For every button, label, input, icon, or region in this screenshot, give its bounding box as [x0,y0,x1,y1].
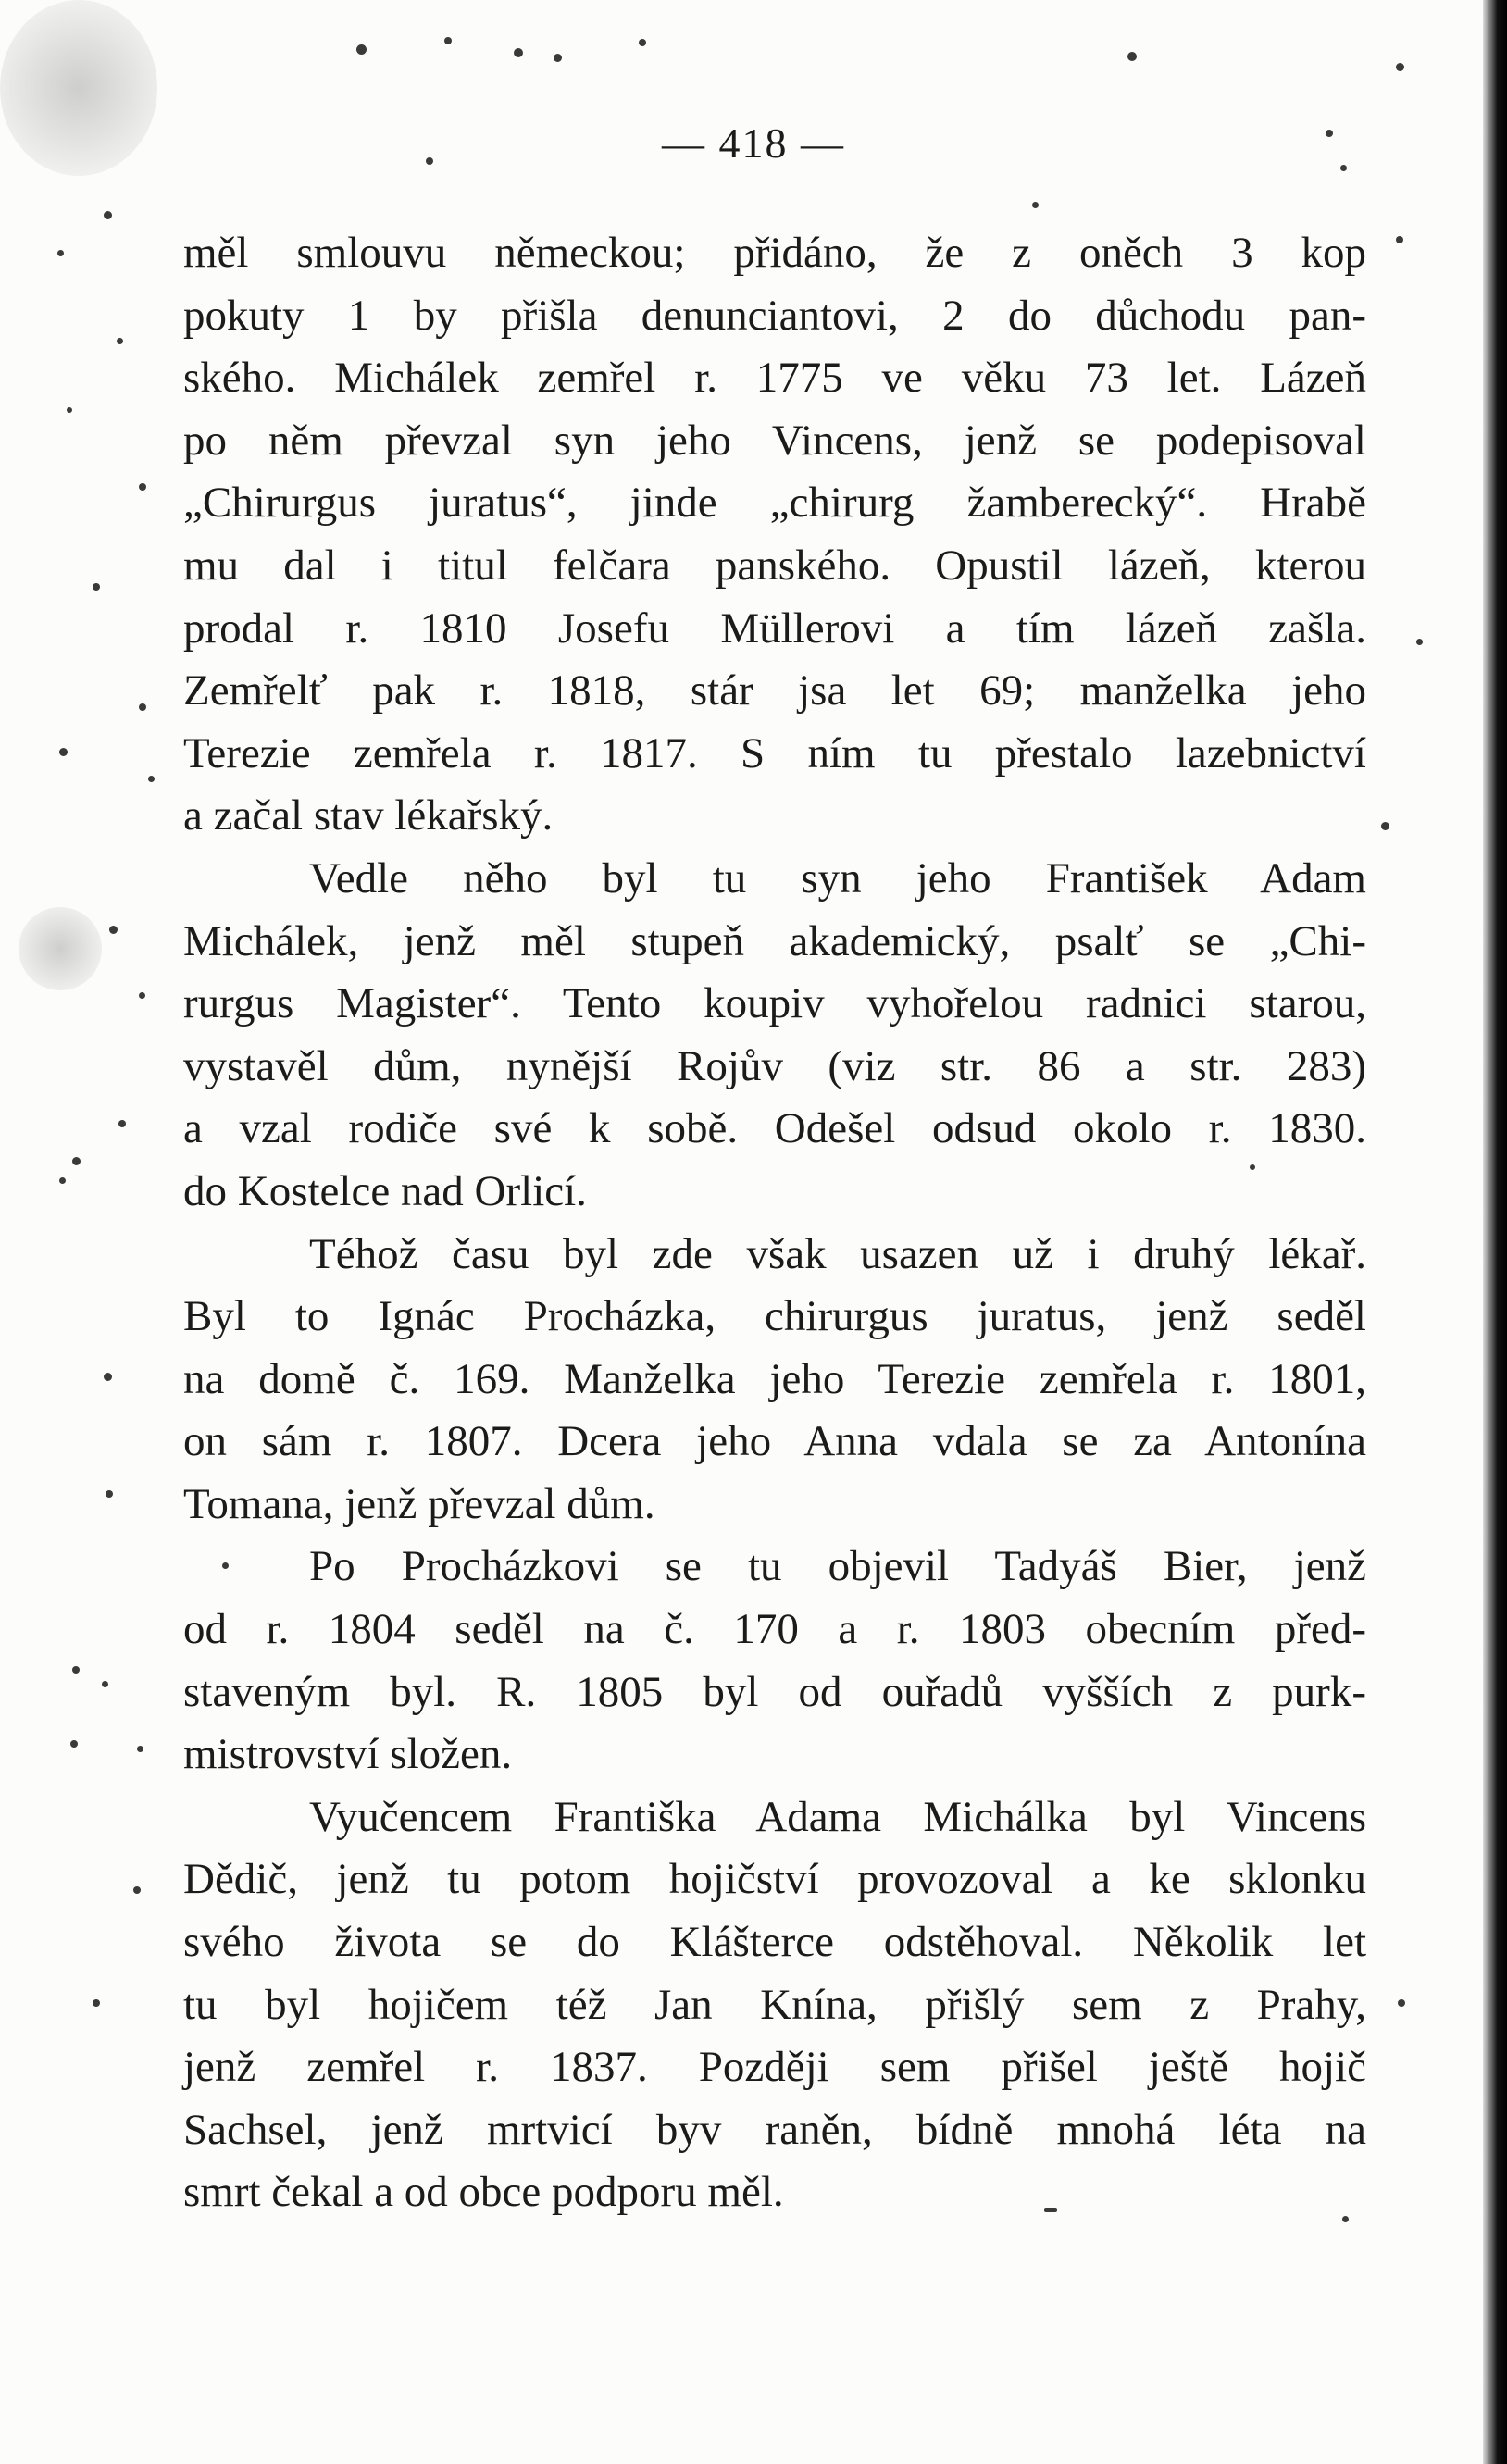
text-line: prodal r. 1810 Josefu Müllerovi a tím lázeň zašla. [183,604,1366,653]
paragraph-5 [183,1786,1366,2224]
scan-speck [118,1120,126,1127]
scan-speck [1416,639,1423,645]
scan-speck [117,338,123,344]
scan-speck [639,39,646,46]
paragraph-4 [183,1536,1366,1786]
text-line: Po Procházkovi se tu objevil Tadyáš Bier, jenž [309,1542,1366,1591]
scan-speck [554,54,562,62]
scan-speck [57,250,64,256]
scan-speck [356,44,367,55]
text-line: rurgus Magister“. Tento koupiv vyhořelou radnici starou, [183,979,1366,1028]
text-line: a začal stav lékařský. [183,791,554,840]
scan-speck [93,1999,100,2007]
scan-speck [148,776,155,782]
text-line: měl smlouvu německou; přidáno, že z oněch 3 kop [183,229,1366,277]
scan-speck [70,1740,78,1748]
text-line: Vyučencem Františka Adama Michálka byl Vincens [309,1792,1366,1841]
scan-speck [102,1681,108,1687]
text-line: Michálek, jenž měl stupeň akademický, psalť se „Chi- [183,916,1366,965]
scan-speck [72,1157,81,1165]
scan-speck [1398,1999,1405,2007]
text-line: po něm převzal syn jeho Vincens, jenž se podepisoval [183,416,1366,465]
text-line: Vedle něho byl tu syn jeho František Adam [309,853,1366,902]
scan-speck [139,992,145,999]
scan-speck [106,1490,113,1498]
scan-speck [133,1886,141,1894]
scan-speck [93,583,100,591]
text-line: Dědič, jenž tu potom hojičství provozoval a ke sklonku [183,1855,1366,1904]
scan-speck [1127,52,1137,61]
text-line: Sachsel, jenž mrtvicí byv raněn, bídně mnohá léta na [183,2105,1366,2154]
scan-speck [109,926,118,934]
text-line: pokuty 1 by přišla denunciantovi, 2 do důchodu pan- [183,291,1366,340]
paragraph-1 [183,222,1366,848]
scan-speck [137,1746,143,1752]
text-line: svého života se do Klášterce odstěhoval. Několik let [183,1918,1366,1967]
text-line: na domě č. 169. Manželka jeho Terezie zemřela r. 1801, [183,1354,1366,1403]
text-line: staveným byl. R. 1805 byl od ouřadů vyšších z purk- [183,1667,1366,1716]
text-line: Byl to Ignác Procházka, chirurgus juratus, jenž seděl [183,1292,1366,1341]
scan-speck [1396,63,1404,71]
scan-speck [67,407,72,413]
paragraph-2 [183,848,1366,1224]
scan-speck [72,1666,80,1674]
page-number: — 418 — [662,119,845,167]
text-line: Téhož času byl zde však usazen už i druhý lékař. [309,1229,1366,1278]
text-line: mu dal i titul felčara panského. Opustil lázeň, kterou [183,541,1366,590]
text-line: od r. 1804 seděl na č. 170 a r. 1803 obecním před- [183,1605,1366,1654]
scan-speck [1381,822,1389,830]
scan-speck [444,37,452,44]
scan-speck [139,483,146,491]
text-line: Zemřelť pak r. 1818, stár jsa let 69; manželka jeho [183,666,1366,716]
text-line: ského. Michálek zemřel r. 1775 ve věku 73 let. Lázeň [183,354,1366,403]
scan-speck [59,1177,66,1184]
text-line: a vzal rodiče své k sobě. Odešel odsud okolo r. 1830. [183,1104,1366,1153]
scan-speck [139,703,146,711]
scan-speck [1032,202,1039,208]
scan-smudge [19,907,102,990]
text-line: tu byl hojičem též Jan Knína, přišlý sem z Prahy, [183,1980,1366,2029]
scan-speck [59,748,68,756]
scan-speck [104,1373,112,1381]
scan-speck [1396,236,1403,243]
paragraph-3 [183,1224,1366,1537]
text-line: do Kostelce nad Orlicí. [183,1166,587,1215]
text-line: mistrovství složen. [183,1730,513,1779]
text-line: jenž zemřel r. 1837. Později sem přišel ještě hojič [183,2043,1366,2092]
scan-speck [104,211,112,219]
text-line: „Chirurgus juratus“, jinde „chirurg žamberecký“. Hrabě [183,479,1366,528]
text-line: vystavěl dům, nynější Rojův (viz str. 86 a str. 283) [183,1041,1366,1090]
text-line: on sám r. 1807. Dcera jeho Anna vdala se za Antonína [183,1417,1366,1466]
text-line: Terezie zemřela r. 1817. S ním tu přestalo lazebnictví [183,728,1366,778]
text-line: smrt čekal a od obce podporu měl. [183,2168,784,2217]
scan-edge-shadow [1483,0,1507,2464]
text-line: Tomana, jenž převzal dům. [183,1479,655,1528]
body-text [183,222,1366,2224]
scan-speck [514,48,523,57]
